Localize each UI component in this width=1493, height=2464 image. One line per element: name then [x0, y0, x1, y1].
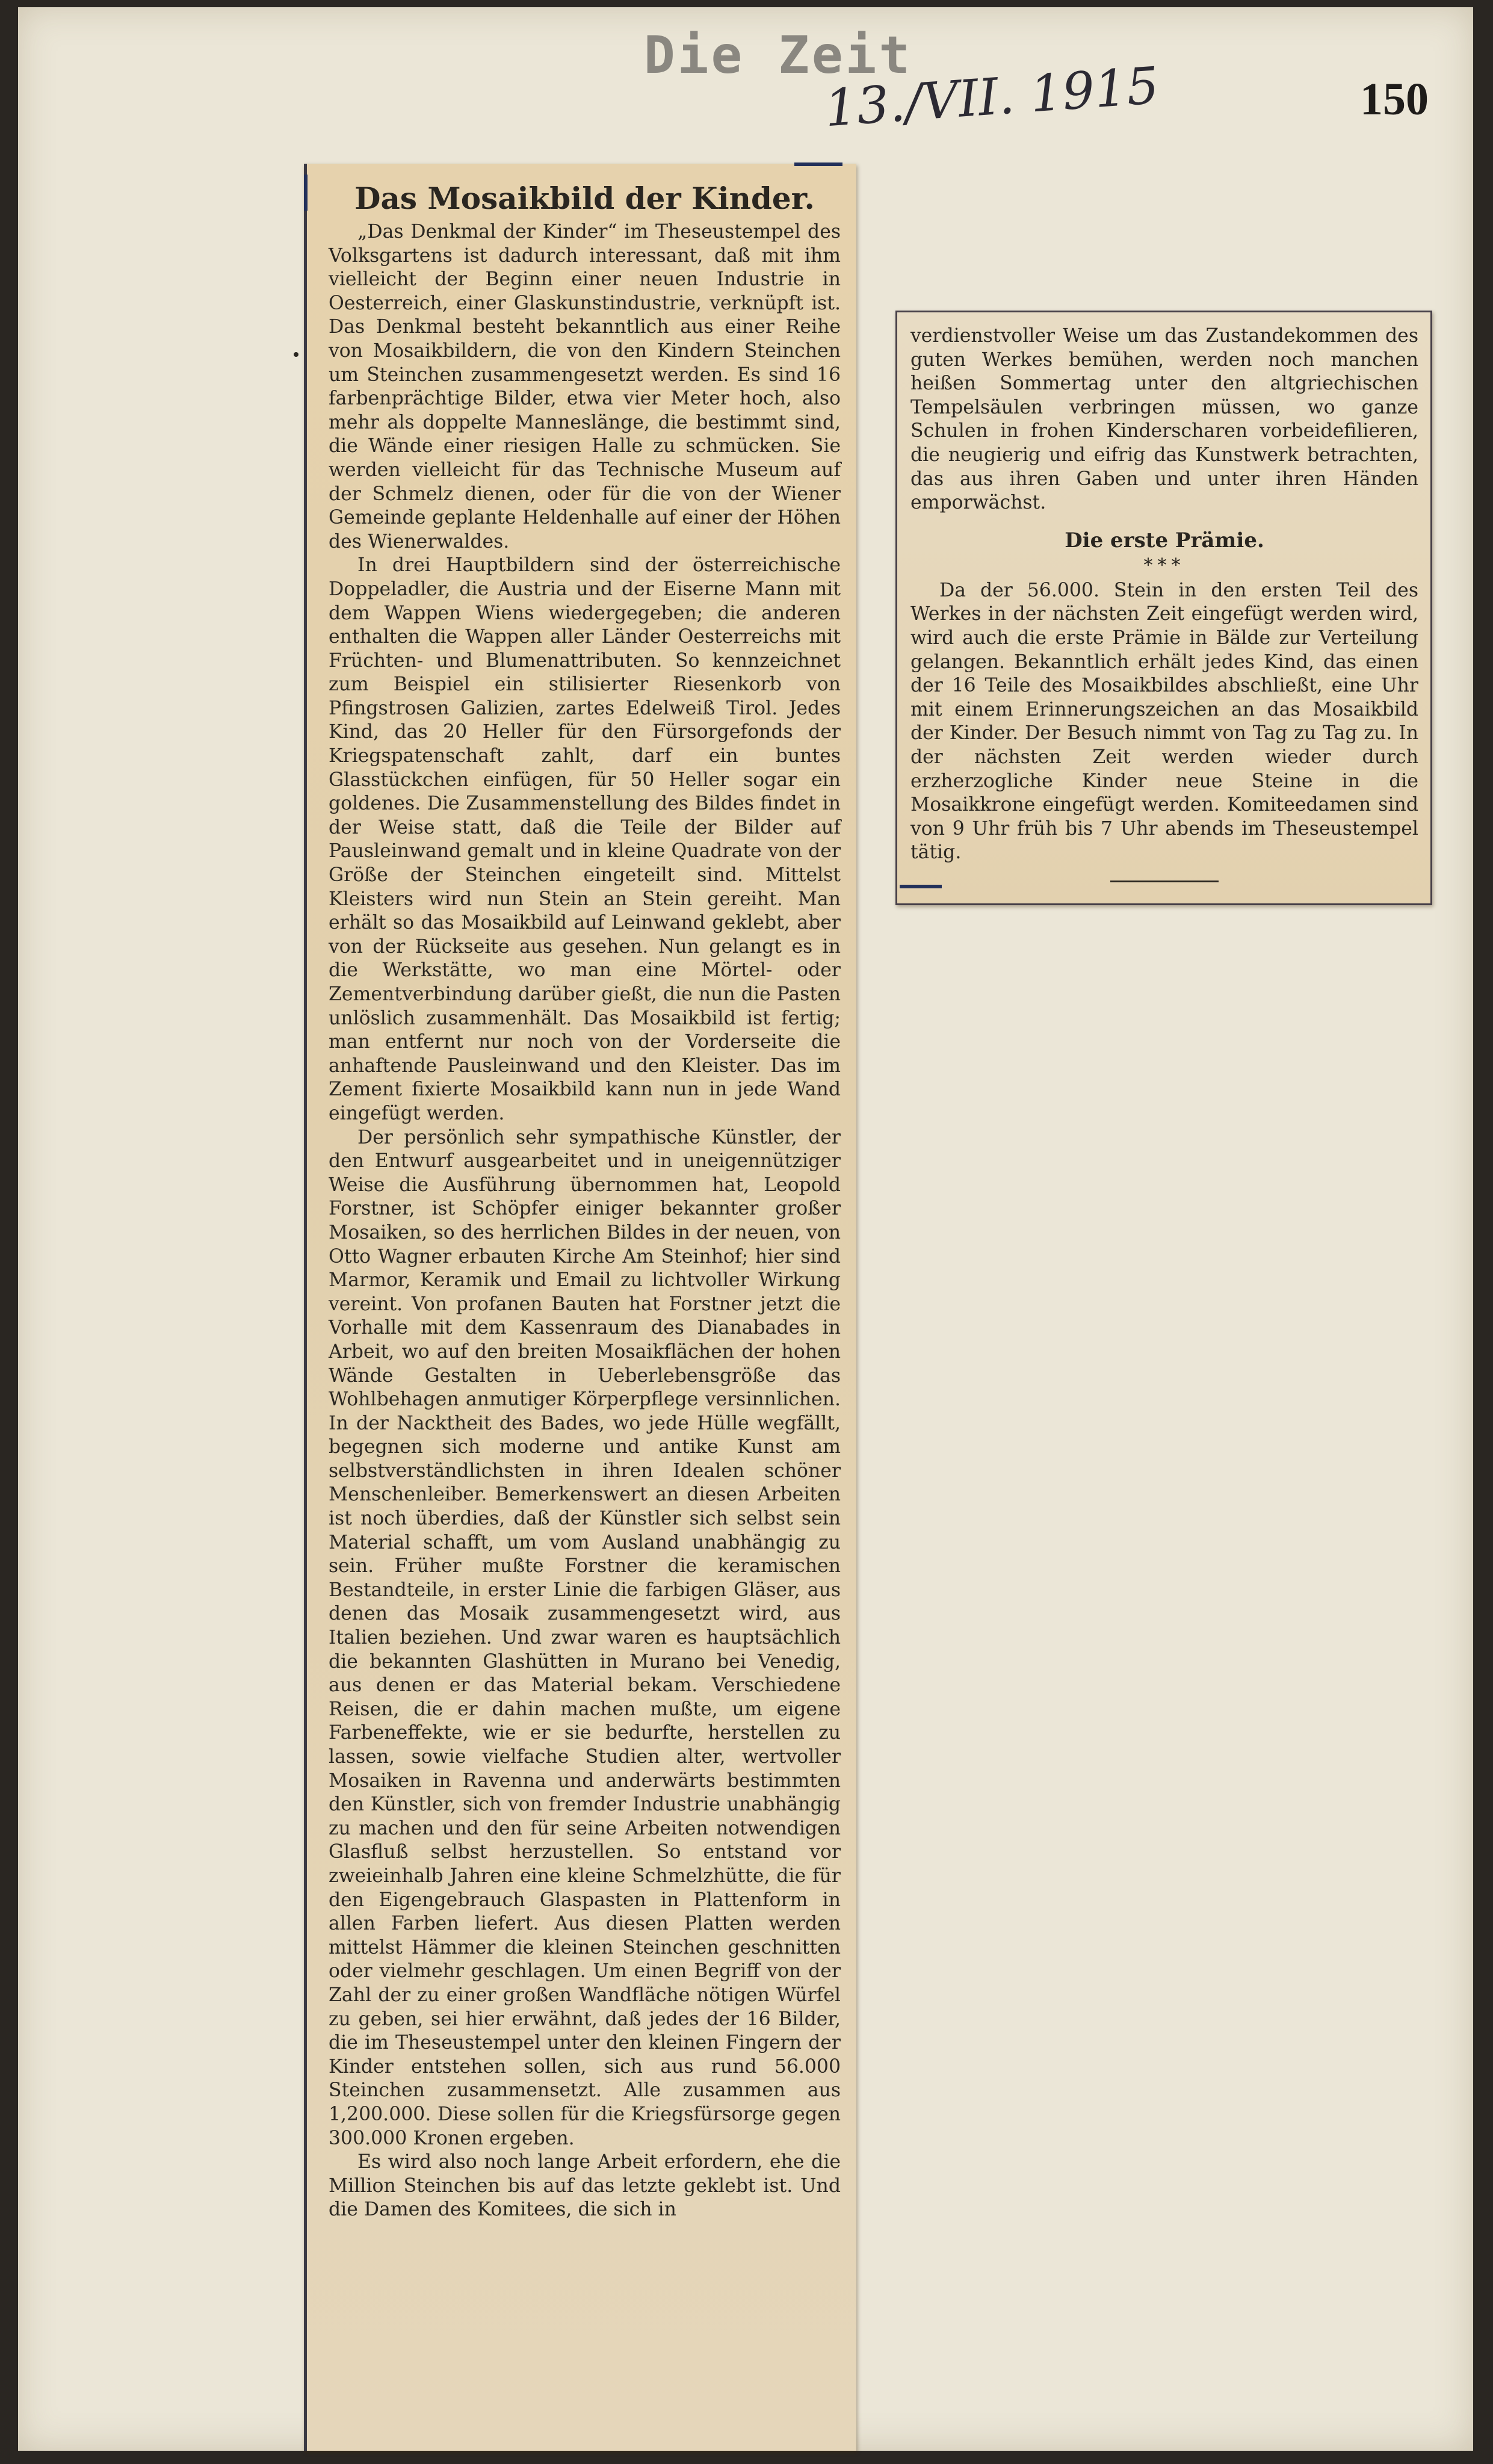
end-rule	[1110, 881, 1219, 882]
side-paragraph: Da der 56.000. Stein in den ersten Teil des Werkes in der nächsten Zeit eingefügt werden wird, wird auch die erste Prämie in Bälde zur Verteilung gelangen. Bekanntlich erhält jedes Kind, das einen der 16 Teile des Mosaikbildes abschließt, eine Uhr mit einem Erinnerungszeichen an das Mosaikbild der Kinder. Der Besuch nimmt von Tag zu Tag zu. In der nächsten Zeit werden wieder durch erzherzogliche Kinder neue Steine in die Mosaikkrone eingefügt werden. Komiteedamen sind von 9 Uhr früh bis 7 Uhr abends im Theseustempel tätig.	[910, 579, 1418, 864]
page-number: 150	[1360, 74, 1429, 125]
article-paragraph-3: Der persönlich sehr sympathische Künstler, der den Entwurf ausgearbeitet und in uneigennütziger Weise die Ausführung übernommen hat, Leopold Forstner, ist Schöpfer einiger bekannter großer Mosaiken, so des herrlichen Bildes in der neuen, von Otto Wagner erbauten Kirche Am Steinhof; hier sind Marmor, Keramik und Email zu lichtvoller Wirkung vereint. Von profanen Bauten hat Forstner jetzt die Vorhalle mit dem Kassenraum des Dianabades in Arbeit, wo auf den breiten Mosaikflächen der hohen Wände Gestalten in Ueberlebensgröße das Wohlbehagen anmutiger Körperpflege versinnlichen. In der Nacktheit des Bades, wo jede Hülle wegfällt, begegnen sich moderne und antike Kunst am selbstverständlichsten in ihren Idealen schöner Menschenleiber. Bemerkenswert an diesen Arbeiten ist noch überdies, daß der Künstler sich selbst sein Material schafft, um vom Ausland unabhängig zu sein. Früher mußte Forstner die keramischen Bestandteile, in erster Linie die farbigen Gläser, aus denen das Mosaik zusammengesetzt wird, aus Italien beziehen. Und zwar waren es hauptsächlich die bekannten Glashütten in Murano bei Venedig, aus denen er das Material bekam. Verschiedene Reisen, die er dahin machen mußte, um eigene Farbeneffekte, wie er sie bedurfte, herstellen zu lassen, sowie vielfache Studien alter, wertvoller Mosaiken in Ravenna und anderwärts bestimmten den Künstler, sich von fremder Industrie unabhängig zu machen und den für seine Arbeiten notwendigen Glasfluß selbst herzustellen. So entstand vor zweieinhalb Jahren eine kleine Schmelzhütte, die für den Eigengebrauch Glaspasten in Plattenform in allen Farben liefert. Aus diesen Platten werden mittelst Hämmer die kleinen Steinchen geschnitten oder vielmehr geschlagen. Um einen Begriff von der Zahl der zu einer großen Wandfläche nötigen Würfel zu geben, sei hier erwähnt, daß jedes der 16 Bilder, die im Theseustempel unter den kleinen Fingern der Kinder entstehen sollen, sich aus rund 56.000 Steinchen zusammensetzt. Alle zusammen aus 1,200.000. Diese sollen für die Kriegsfürsorge gegen 300.000 Kronen ergeben.	[329, 1126, 841, 2149]
article-paragraph-1: „Das Denkmal der Kinder“ im Theseustempel des Volksgartens ist dadurch interessant, daß mit ihm vielleicht der Beginn einer neuen Industrie in Oesterreich, einer Glaskunstindustrie, verknüpft ist. Das Denkmal besteht bekanntlich aus einer Reihe von Mosaikbildern, die von den Kindern Steinchen um Steinchen zusammengesetzt werden. Es sind 16 farbenprächtige Bilder, etwa vier Meter hoch, also mehr als doppelte Manneslänge, die bestimmt sind, die Wände einer riesigen Halle zu schmücken. Sie werden vielleicht für das Technische Museum auf der Schmelz dienen, oder für die von der Wiener Gemeinde geplante Heldenhalle auf einer der Höhen des Wienerwaldes.	[329, 221, 841, 553]
blue-pencil-mark-left	[304, 175, 308, 211]
margin-dot	[294, 352, 298, 357]
section-separator: ***	[1143, 554, 1185, 576]
side-continuation-text: verdienstvoller Weise um das Zustandekommen des guten Werkes bemühen, werden noch manchen heißen Sommertag unter den altgriechischen Tempelsäulen verbringen müssen, wo ganze Schulen in frohen Kinderscharen vorbeidefilieren, die neugierig und eifrig das Kunstwerk betrachten, das aus ihren Gaben und unter ihren Händen emporwächst.	[910, 325, 1418, 514]
side-subtitle: Die erste Prämie.	[1065, 528, 1264, 553]
article-paragraph-2: In drei Hauptbildern sind der österreichische Doppeladler, die Austria und der Eiserne Mann mit dem Wappen Wiens wiedergegeben; die anderen enthalten die Wappen aller Länder Oesterreichs mit Früchten- und Blumenattributen. So kennzeichnet zum Beispiel ein stilisierter Riesenkorb von Pfingstrosen Galizien, zartes Edelweiß Tirol. Jedes Kind, das 20 Heller für den Fürsorgefonds der Kriegspatenschaft zahlt, darf ein buntes Glasstückchen einfügen, für 50 Heller sogar ein goldenes. Die Zusammenstellung des Bildes findet in der Weise statt, daß die Teile der Bilder auf Pausleinwand gemalt und in kleine Quadrate von der Größe der Steinchen eingeteilt sind. Mittelst Kleisters wird nun Stein an Stein gereiht. Man erhält so das Mosaikbild auf Leinwand geklebt, aber von der Rückseite aus gesehen. Nun gelangt es in die Werkstätte, wo man eine Mörtel- oder Zementverbindung darüber gießt, die nun die Pasten unlöslich zusammenhält. Das Mosaikbild ist fertig; man entfernt nur noch von der Vorderseite die anhaftende Pausleinwand und den Kleister. Das im Zement fixierte Mosaikbild kann nun in jede Wand eingefügt werden.	[329, 554, 841, 1124]
article-paragraph-4: Es wird also noch lange Arbeit erfordern, ehe die Million Steinchen bis auf das letzte geklebt ist. Und die Damen des Komitees, die sich in	[329, 2151, 841, 2221]
main-article-clipping	[304, 164, 856, 2451]
blue-pencil-mark-top	[794, 163, 842, 166]
handwritten-date: 13./VII. 1915	[823, 55, 1161, 138]
blue-pencil-mark-side	[900, 885, 942, 888]
newspaper-stamp: Die Zeit	[644, 25, 913, 85]
side-article-clipping	[895, 311, 1432, 905]
article-title: Das Mosaikbild der Kinder.	[354, 181, 815, 216]
